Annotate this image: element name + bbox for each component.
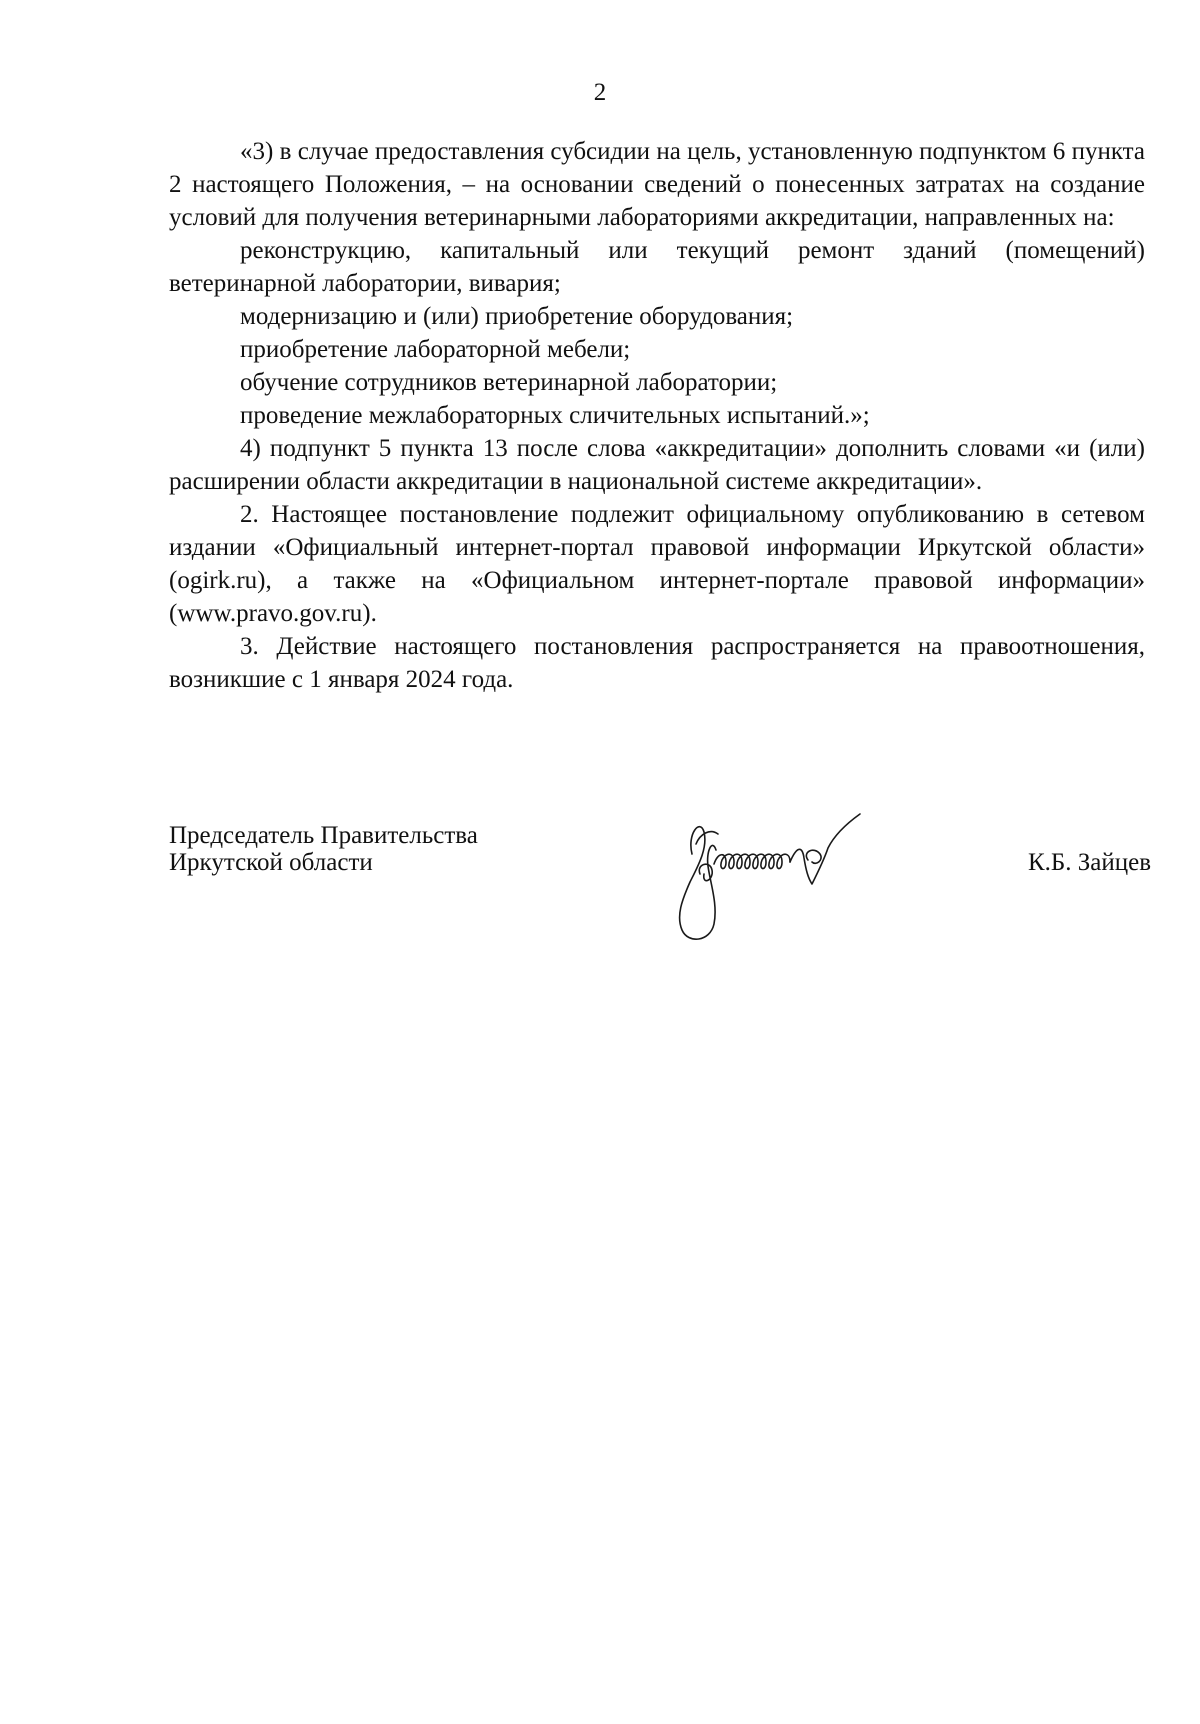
- signature-stroke-tail-hook: [806, 850, 821, 863]
- paragraph-furniture: приобретение лабораторной мебели;: [240, 336, 631, 363]
- signature-stroke-flourish: [696, 832, 718, 844]
- paragraph-modernization: модернизацию и (или) приобретение оборудования;: [240, 303, 794, 330]
- signer-title-line-2: Иркутской области: [169, 849, 373, 876]
- page-number: 2: [593, 79, 607, 106]
- signer-title: [169, 822, 478, 876]
- paragraph-publication: 2. Настоящее постановление подлежит официальному опубликованию в сетевом издании «Официальный интернет-портал правовой информации Иркутской области» (ogirk.ru), а также на «Официальном интернет-портале правовой информации» (www.pravo.gov.ru).: [169, 501, 1145, 627]
- paragraph-subsidy-clause: «3) в случае предоставления субсидии на цель, установленную подпунктом 6 пункта 2 настоящего Положения, – на основании сведений о понесенных затратах на создание условий для получения ветеринарными лабораториями аккредитации, направленных на:: [169, 138, 1145, 231]
- document-body: [169, 135, 1145, 696]
- paragraph-training: обучение сотрудников ветеринарной лаборатории;: [240, 369, 778, 396]
- paragraph-subclause-4: 4) подпункт 5 пункта 13 после слова «аккредитации» дополнить словами «и (или) расширении области аккредитации в национальной системе аккредитации».: [169, 435, 1145, 495]
- signer-name: К.Б. Зайцев: [1027, 849, 1151, 876]
- signature-stroke-loop: [699, 864, 712, 880]
- signature-stroke-main: [680, 827, 716, 939]
- handwritten-signature: [652, 804, 912, 954]
- signature-stroke-loops: [714, 854, 790, 868]
- signature-block: [169, 822, 1151, 972]
- paragraph-reconstruction: реконструкцию, капитальный или текущий ремонт зданий (помещений) ветеринарной лаборатории, вивария;: [169, 237, 1145, 297]
- signature-stroke-tail: [790, 814, 860, 884]
- signer-title-line-1: Председатель Правительства: [169, 822, 478, 849]
- paragraph-effective-date: 3. Действие настоящего постановления распространяется на правоотношения, возникшие с 1 января 2024 года.: [169, 633, 1145, 693]
- paragraph-interlab-tests: проведение межлабораторных сличительных испытаний.»;: [240, 402, 870, 429]
